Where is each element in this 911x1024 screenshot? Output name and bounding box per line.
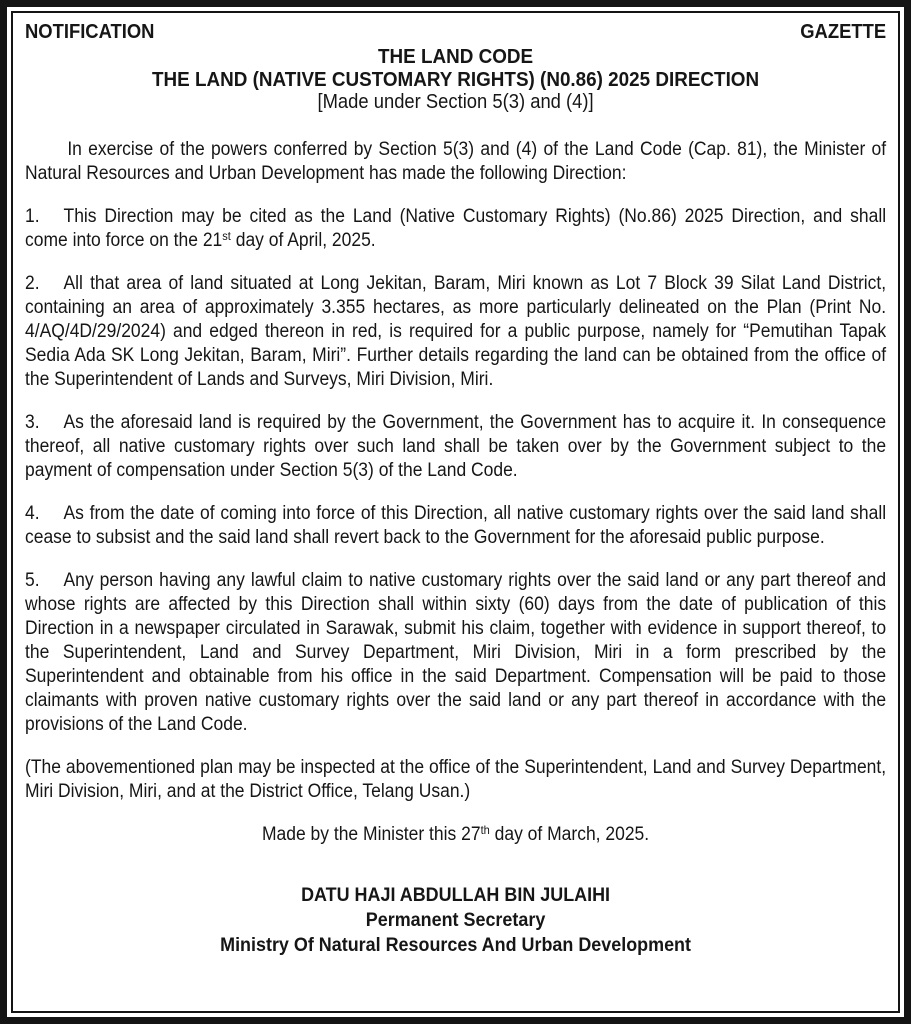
paragraph-5-number: 5. [25,570,40,591]
inner-border [11,11,900,1013]
made-line-text: Made by the Minister this 27 [261,824,481,845]
paragraph-4-number: 4. [25,503,40,524]
paragraph-5 [25,569,886,737]
plan-inspection-note [25,756,886,804]
document-title-line2: THE LAND (NATIVE CUSTOMARY RIGHTS) (N0.86) 2025 DIRECTION [152,68,760,91]
paragraph-3-number: 3. [25,412,40,433]
made-by-minister-line [25,823,886,847]
made-line-text-end: day of March, 2025. [489,824,650,845]
signatory-name: DATU HAJI ABDULLAH BIN JULAIHI [301,884,611,906]
paragraph-1-text-end: day of April, 2025. [230,230,376,251]
paragraph-5-text: Any person having any lawful claim to native customary rights over the said land or any part thereof and whose rights are affected by this Direction shall within sixty (60) days from the date of publication of this Direction in a newspaper circulated in Sarawak, submit his claim, together with evidence in support thereof, to the Superintendent, Land and Survey Department, Miri Division, Miri in a form prescribed by the Superintendent and obtainable from his office in the said Department. Compensation will be paid to those claimants with proven native customary rights over the said land or any part thereof in accordance with the provisions of the Land Code. [25,570,887,735]
paragraph-4-text: As from the date of coming into force of this Direction, all native customary rights over the said land shall cease to subsist and the said land shall revert back to the Government for the aforesaid public purpose. [25,503,887,548]
signatory-ministry: Ministry Of Natural Resources And Urban Development [220,934,691,956]
paragraph-1-ordinal-suffix: st [222,229,231,243]
paragraph-3 [25,411,886,483]
intro-text: In exercise of the powers conferred by Section 5(3) and (4) of the Land Code (Cap. 81), the Minister of Natural Resources and Urban Development has made the following Direction: [25,139,887,184]
document-title-line3: [Made under Section 5(3) and (4)] [317,91,594,113]
gazette-label: GAZETTE [800,21,887,43]
document-content [25,21,886,958]
paragraph-2-text: All that area of land situated at Long Jekitan, Baram, Miri known as Lot 7 Block 39 Silat Land District, containing an area of approximately 3.355 hectares, as more particularly delineated on the Plan (Print No. 4/AQ/4D/29/2024) and edged thereon in red, is required for a public purpose, namely for “Pemutihan Tapak Sedia Ada SK Long Jekitan, Baram, Miri”. Further details regarding the land can be obtained from the office of the Superintendent of Lands and Surveys, Miri Division, Miri. [25,273,887,390]
title-block [25,45,886,114]
paragraph-1 [25,205,886,253]
paragraph-3-text: As the aforesaid land is required by the Government, the Government has to acquire it. In consequence thereof, all native customary rights over such land shall be taken over by the Government subject to the payment of compensation under Section 5(3) of the Land Code. [25,412,887,481]
signatory-title: Permanent Secretary [365,909,546,931]
header-row [25,21,886,43]
plan-inspection-note-text: (The abovementioned plan may be inspected at the office of the Superintendent, Land and Survey Department, Miri Division, Miri, and at the District Office, Telang Usan.) [25,757,887,802]
intro-paragraph [25,138,886,186]
notification-label: NOTIFICATION [25,21,155,43]
paragraph-2-number: 2. [25,273,40,294]
paragraph-1-number: 1. [25,206,40,227]
paragraph-2 [25,272,886,392]
paragraph-4 [25,502,886,550]
made-line-ordinal-suffix: th [480,823,490,837]
paragraph-1-text: This Direction may be cited as the Land (Native Customary Rights) (No.86) 2025 Direction, and shall come into force on the 21 [25,206,887,251]
document-title-line1: THE LAND CODE [378,45,534,68]
signature-block [25,883,886,958]
